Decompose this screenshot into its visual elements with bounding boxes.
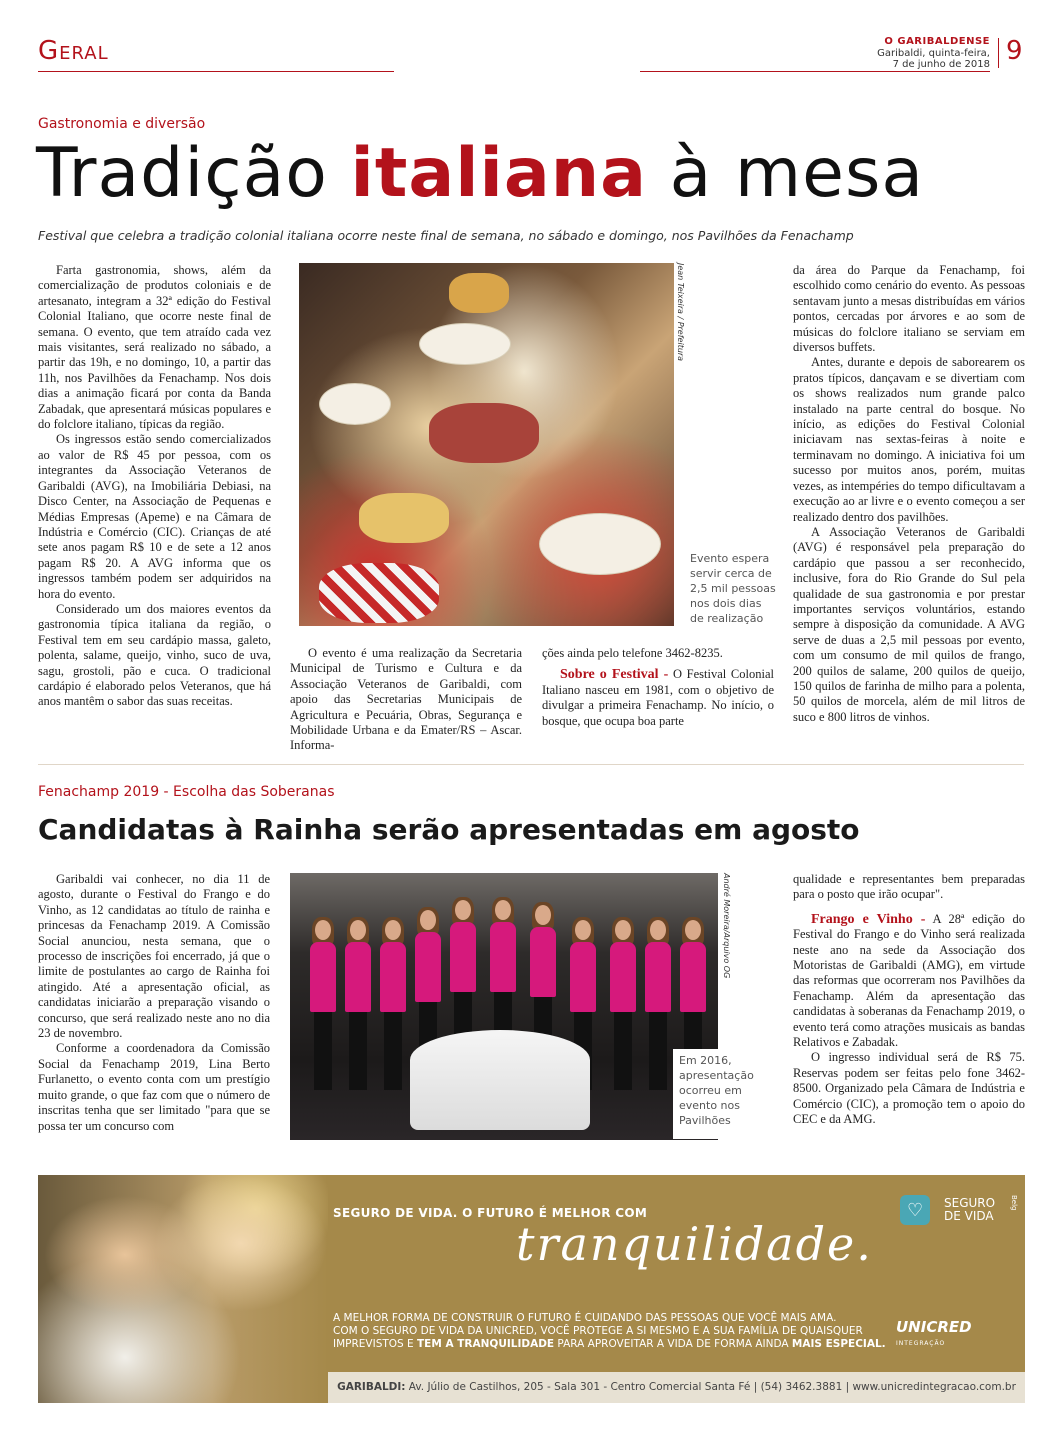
- article2-headline: Candidatas à Rainha serão apresentadas em agosto: [38, 813, 860, 846]
- article1-kicker: Gastronomia e diversão: [38, 116, 206, 132]
- paragraph: A Associação Veteranos de Garibaldi (AVG) é responsável pela preparação do cardápio que passou a ser reconhecido, inclusive, fora do Rio Grande do Sul pela qualidade de sua gastronomia e por prestar importantes serviços voluntários, estando sempre à disposição da comunidade. A AVG serve de duas a 2,5 mil pessoas por evento, com um consumo de mil quilos de frango, 200 quilos de salame, 200 quilos de queijo, 150 quilos de farinha de milho para a polenta, 50 quilos de morcela, além de mil litros de suco e 800 litros de vinhos.: [793, 524, 1025, 724]
- article1-column-4: [793, 263, 1025, 725]
- plate-shape: [539, 513, 661, 575]
- article1-headline: [36, 134, 924, 213]
- round-table: [410, 1030, 590, 1130]
- unicred-logo-sub: INTEGRAÇÃO: [896, 1340, 946, 1347]
- ad-script-text: tranquilidade.: [516, 1217, 873, 1271]
- ad-contact-footer: [328, 1372, 1025, 1403]
- ad-logo-text: [944, 1197, 995, 1223]
- ad-footer-text: Av. Júlio de Castilhos, 205 - Sala 301 - Centro Comercial Santa Fé | (54) 3462.3881 | www.unicredintegracao.com.br: [405, 1381, 1016, 1393]
- paragraph: Conforme a coordenadora da Comissão Social da Fenachamp 2019, Lina Berto Furlanetto, o evento conta com um prestígio muito grande, o que faz com que o número de inscritas tenha que ser limitado "para que se possa ter um concurso com: [38, 1041, 270, 1133]
- paragraph: da área do Parque da Fenachamp, foi escolhido como cenário do evento. As pessoas sentavam junto a mesas distribuídas em vários pontos, cercadas por árvores e ao som de músicas do folclore italiano se serviam em diversos buffets.: [793, 263, 1025, 355]
- headline-part-highlight: italiana: [350, 134, 648, 213]
- paragraph-text: A 28ª edição do Festival do Frango e do Vinho será realizada neste ano na sede da Associação dos Motoristas de Garibaldi (AMG), em virtude das reformas que ocorreram nos Pavilhões da Fenachamp. Além da apresentação das candidatas à soberanas da Fenachamp 2019, o evento terá como atrações musicais as bandas Relativos e Zabadak.: [793, 911, 1025, 1050]
- ad-footer-label: GARIBALDI:: [337, 1381, 406, 1393]
- article1-subhead: Festival que celebra a tradição colonial italiana ocorre neste final de semana, no sábado e domingo, nos Pavilhões da Fenachamp: [38, 228, 854, 243]
- subhead-lead: Frango e Vinho -: [811, 911, 926, 927]
- issue-date: [870, 48, 990, 70]
- article1-column-3: [542, 646, 774, 729]
- paragraph: [793, 912, 1025, 1051]
- paragraph: Farta gastronomia, shows, além da comercialização de produtos coloniais e de artesanato, integram a 32ª edição do Festival Colonial Italiano, que ocorre neste final de semana. O evento, que tem atraído cada vez mais visitantes, será realizado no sábado, a partir das 19h, e no domingo, 10, a partir das 11h, nos Pavilhões da Fenachamp. Nos dois dias a animação ficará por conta da Banda Zabadak, que apresentará músicas populares e do folclore italiano, típicas da região.: [38, 263, 271, 432]
- paragraph: qualidade e representantes bem preparadas para o posto que irão ocupar".: [793, 872, 1025, 902]
- photo1-caption: Evento espera servir cerca de 2,5 mil pessoas nos dois dias de realização: [690, 552, 776, 625]
- ad-body-line: A MELHOR FORMA DE CONSTRUIR O FUTURO É CUIDANDO DAS PESSOAS QUE VOCÊ MAIS AMA.: [333, 1312, 837, 1324]
- person-figure: [345, 920, 371, 1090]
- paragraph: [542, 667, 774, 729]
- cheese-shape: [359, 493, 449, 543]
- candidates-photo: [290, 873, 718, 1140]
- headline-part-1: Tradição: [36, 134, 351, 213]
- article-divider: [38, 764, 1024, 765]
- section-title: Geral: [38, 36, 109, 66]
- paragraph-text: O Festival Colonial Italiano nasceu em 1981, com o objetivo de divulgar a primeira Fenachamp. No início, o bosque, que ocupa boa parte: [542, 667, 774, 728]
- page-separator: [998, 38, 999, 68]
- header-rule-right: [640, 71, 990, 72]
- paragraph: Considerado um dos maiores eventos da gastronomia típica italiana da região, o Festival tem em seu cardápio massa, galeto, polenta, salame, queijo, vinho, suco de uva, sagu, grostoli, pão e cuca. O tradicional cardápio é elaborado pelos Veteranos, que há anos mantêm o sabor das suas receitas.: [38, 601, 271, 709]
- paragraph: O ingresso individual será de R$ 75. Reservas podem ser feitas pelo fone 3462-8500. Organizado pela Câmara de Indústria e Comércio (CIC), a promoção tem o apoio do CEC e da AMG.: [793, 1050, 1025, 1127]
- ad-logo-line1: SEGURO: [944, 1196, 996, 1210]
- ad-headline: SEGURO DE VIDA. O FUTURO É MELHOR COM: [333, 1206, 648, 1220]
- paragraph: Garibaldi vai conhecer, no dia 11 de agosto, durante o Festival do Frango e do Vinho, as 12 candidatas ao título de rainha e princesas da Fenachamp 2019. A Comissão Social anunciou, nesta semana, que o processo de inscrições foi encerrado, já que o limite de postulantes ao cargo de Rainha foi atingido. Até a apresentação oficial, as candidatas iniciarão a preparação visando o concurso, que será realizado neste ano no dia 23 de novembro.: [38, 872, 270, 1041]
- ad-body-line: COM O SEGURO DE VIDA DA UNICRED, VOCÊ PROTEGE A SI MESMO E A SUA FAMÍLIA DE QUAISQUER: [333, 1325, 863, 1337]
- article2-kicker: Fenachamp 2019 - Escolha das Soberanas: [38, 784, 335, 800]
- ad-family-photo: [38, 1175, 328, 1403]
- person-figure: [645, 920, 671, 1090]
- photo2-credit: André Moreira/Arquivo OG: [722, 873, 731, 979]
- issue-date-line1: Garibaldi, quinta-feira,: [877, 48, 990, 59]
- photo2-caption: Em 2016, apresentação ocorreu em evento nos Pavilhões: [673, 1049, 763, 1139]
- newspaper-name: O GARIBALDENSE: [884, 36, 990, 47]
- buffet-photo: [299, 263, 674, 626]
- ad-body-text: [333, 1312, 893, 1351]
- page-number: 9: [1006, 36, 1023, 66]
- plate-shape: [419, 323, 511, 365]
- insurance-advertisement[interactable]: [38, 1175, 1025, 1403]
- article1-column-2: [290, 646, 522, 754]
- header-rule: [38, 71, 394, 72]
- ad-body-line: IMPREVISTOS E TEM A TRANQUILIDADE PARA APROVEITAR A VIDA DE FORMA AINDA MAIS ESPECIAL.: [333, 1338, 886, 1350]
- headline-part-3: à mesa: [647, 134, 925, 213]
- ad-agency-mark: Belg: [1010, 1195, 1018, 1211]
- article1-column-1: [38, 263, 271, 710]
- article2-column-4: [793, 872, 1025, 1128]
- person-figure: [610, 920, 636, 1090]
- heart-icon: ♡: [907, 1200, 924, 1220]
- subhead-lead: Sobre o Festival -: [560, 667, 669, 683]
- article2-column-1: [38, 872, 270, 1134]
- paragraph: O evento é uma realização da Secretaria Municipal de Turismo e Cultura e da Associação Veteranos de Garibaldi, com apoio das Secretarias Municipais de Agricultura e Pecuária, Obras, Segurança e Mobilidade Urbana e da Emater/RS – Ascar. Informa-: [290, 646, 522, 753]
- paragraph: Os ingressos estão sendo comercializados ao valor de R$ 45 por pessoa, com os integrantes da Associação Veteranos de Garibaldi (AVG), na Imobiliária Debiasi, na Disco Center, na Associação de Pequenas e Médias Empresas (Apeme) e na Câmara de Indústria e Comércio (CIC). Crianças de até sete anos pagam R$ 10 e de sete a 12 anos pagam R$ 20. A AVG informa que os ingressos também podem ser adquiridos na hora do evento.: [38, 432, 271, 601]
- issue-date-line2: 7 de junho de 2018: [892, 59, 990, 70]
- person-figure: [310, 920, 336, 1090]
- paragraph: ções ainda pelo telefone 3462-8235.: [542, 646, 723, 660]
- checkered-cloth: [319, 563, 439, 623]
- salami-shape: [429, 403, 539, 463]
- person-figure: [380, 920, 406, 1090]
- unicred-logo: UNICRED: [896, 1318, 972, 1336]
- paragraph: Antes, durante e depois de saborearem os pratos típicos, dançavam e se divertiam com os shows realizados num grande palco instalado na parte central do bosque. No início, as edições do Festival Colonial iniciavam nas sextas-feiras à noite e terminavam no domingo. A iniciativa foi um sucesso por muitos anos, porém, muitas vezes, as intempéries do tempo dificultavam a execução ao ar livre e o evento começou a ser realizado dentro dos pavilhões.: [793, 355, 1025, 524]
- plate-shape: [319, 383, 391, 425]
- photo1-credit: Jean Teixeira / Prefeitura: [676, 263, 685, 362]
- ad-logo-line2: DE VIDA: [944, 1209, 994, 1223]
- bread-shape: [449, 273, 509, 313]
